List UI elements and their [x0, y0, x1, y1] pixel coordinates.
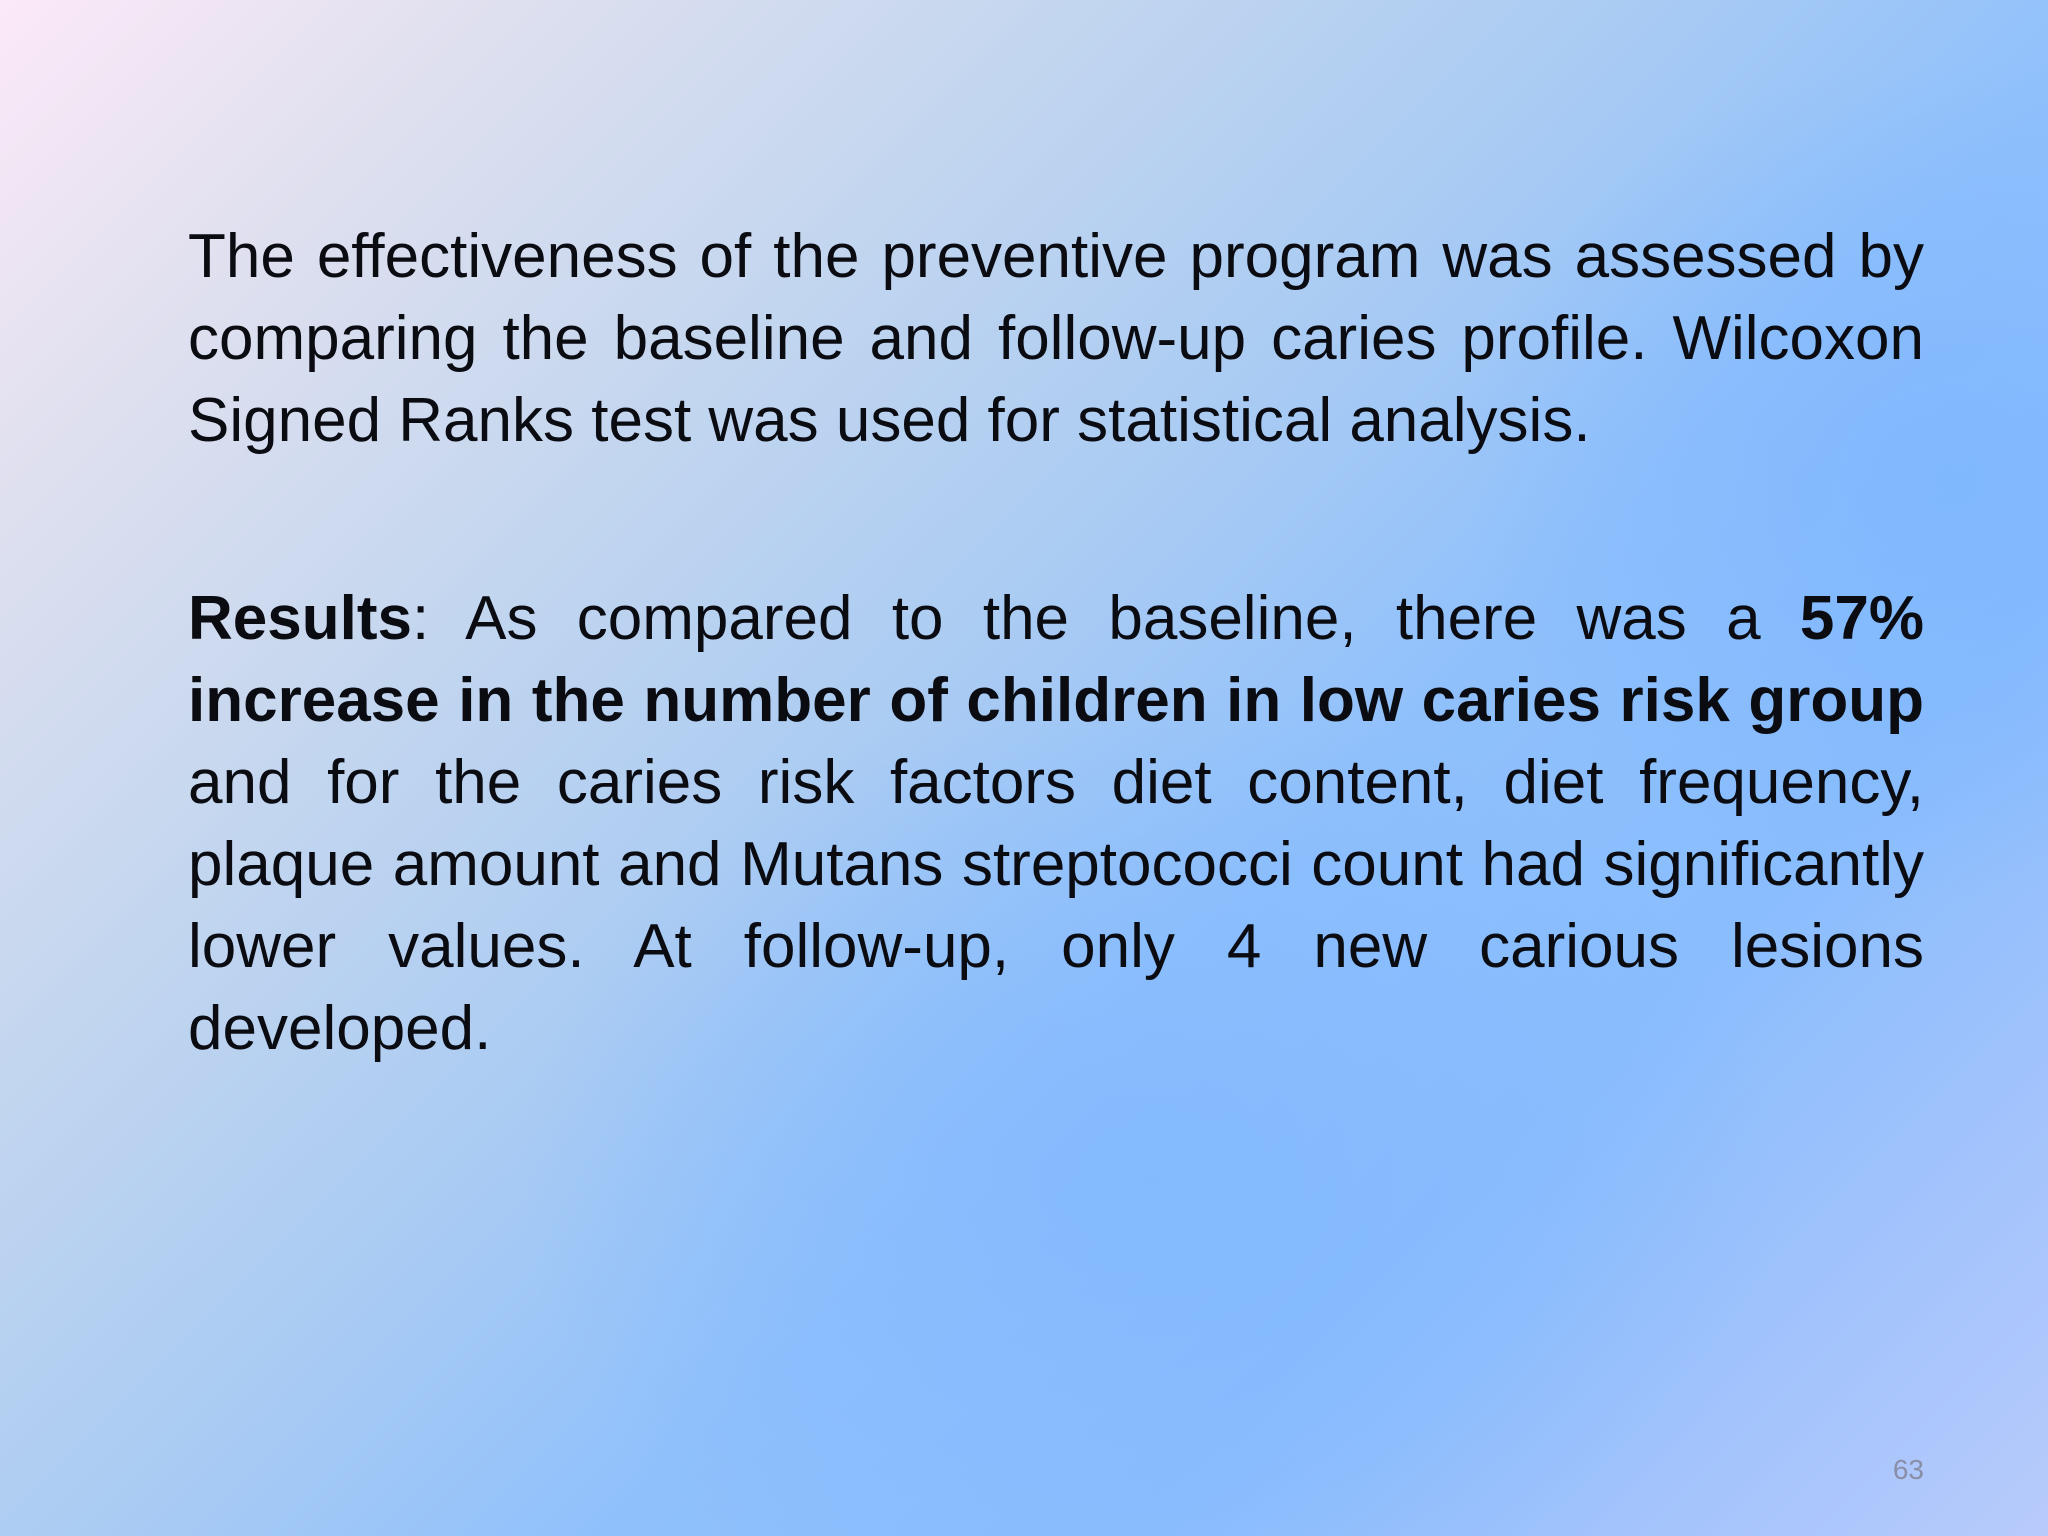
results-paragraph [188, 578, 1924, 1070]
methods-paragraph [188, 216, 1924, 462]
results-highlight: 57% increase in the number of children in low caries risk group [188, 584, 1924, 735]
results-rest: and for the caries risk factors diet content, diet frequency, plaque amount and Mutans streptococci count had significantly lower values. At follow-up, only 4 new carious lesions developed. [188, 748, 1924, 1063]
methods-text: The effectiveness of the preventive program was assessed by comparing the baseline and follow-up caries profile. Wilcoxon Signed Ranks test was used for statistical analysis. [188, 222, 1924, 455]
results-label: Results [188, 584, 412, 653]
results-intro: As compared to the baseline, there was a [429, 584, 1800, 653]
page-number: 63 [1892, 1454, 1924, 1485]
results-colon: : [411, 584, 430, 653]
